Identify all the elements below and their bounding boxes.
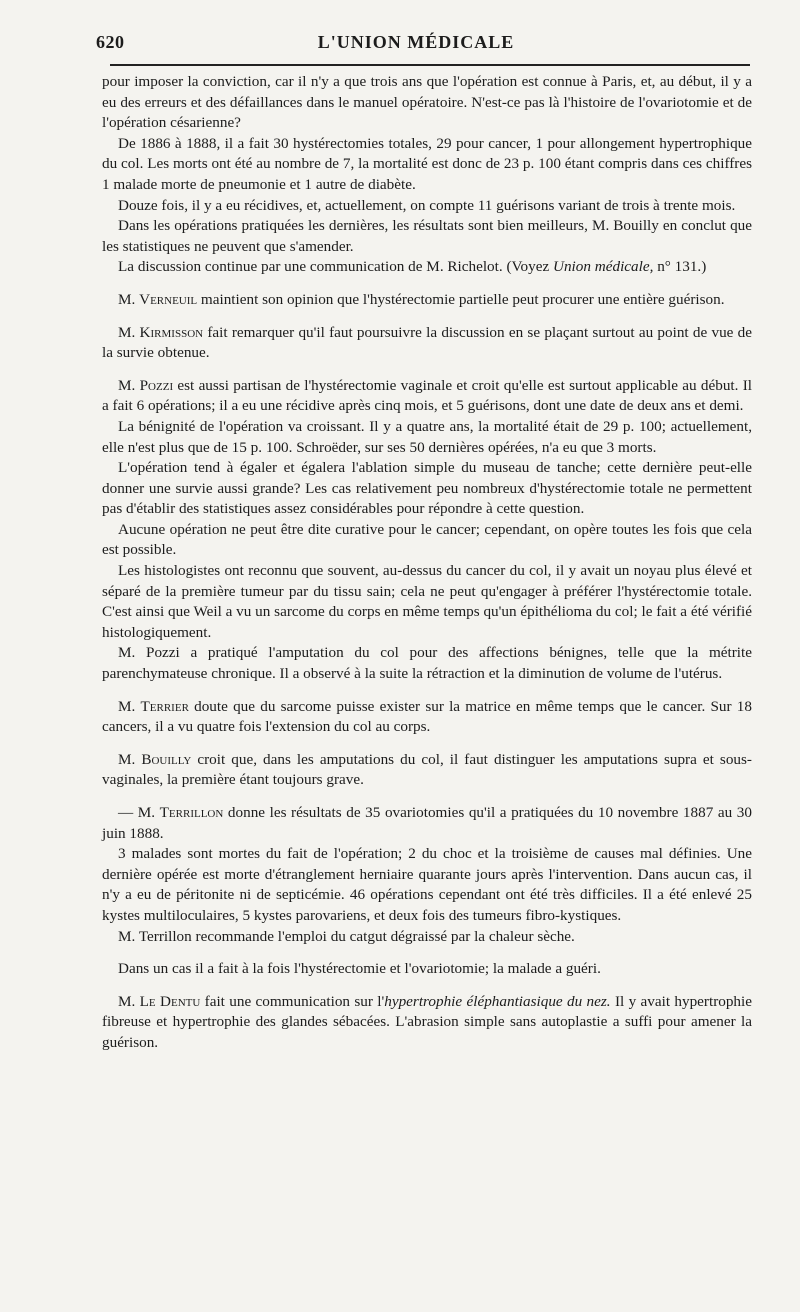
speaker-name: Le Dentu: [139, 992, 201, 1010]
paragraph: M. Kirmisson fait remarquer qu'il faut poursuivre la discussion en se plaçant surtout au point de vue de la survie obtenue.: [102, 323, 752, 362]
paragraph: Aucune opération ne peut être dite curative pour le cancer; cependant, on opère toutes les fois que cela est possible.: [102, 520, 752, 559]
paragraph: M. Bouilly croit que, dans les amputations du col, il faut distinguer les amputations supra et sous-vaginales, la première étant toujours grave.: [102, 750, 752, 789]
paragraph: L'opération tend à égaler et égalera l'ablation simple du museau de tanche; cette dernière peut-elle donner une survie aussi grande? Les cas relativement peu nombreux d'hystérectomie totale ne permettent pas d'établir des statistiques assez considérables pour répondre à cette question.: [102, 459, 752, 518]
paragraph: Dans les opérations pratiquées les dernières, les résultats sont bien meilleurs, M. Bouilly en conclut que les statistiques ne peuvent que s'amender.: [102, 217, 752, 255]
article-body: [102, 72, 752, 1054]
paragraph: M. Pozzi a pratiqué l'amputation du col pour des affections bénignes, telle que la métrite parenchymateuse chronique. Il a observé à la suite la rétraction et la diminution de volume de l'utérus.: [102, 644, 752, 683]
paragraph: La discussion continue par une communication de M. Richelot. (Voyez Union médicale, n° 131.): [118, 258, 707, 276]
journal-reference: Union médicale,: [553, 258, 654, 276]
paragraph: La bénignité de l'opération va croissant. Il y a quatre ans, la mortalité était de 29 p. 100; actuellement, elle n'est plus que de 15 p. 100. Schroëder, sur ses 50 dernières opérées, n'a eu que 3 morts.: [102, 417, 752, 456]
paragraph: Dans un cas il a fait à la fois l'hystérectomie et l'ovariotomie; la malade a guéri.: [118, 960, 601, 978]
speaker-name: Bouilly: [141, 750, 192, 768]
page-header: [78, 30, 754, 60]
journal-title: L'UNION MÉDICALE: [317, 32, 515, 52]
paragraph: — M. Terrillon donne les résultats de 35 ovariotomies qu'il a pratiquées du 10 novembre 1887 au 30 juin 1888.: [102, 804, 752, 842]
page-number: 620: [96, 32, 125, 52]
topic-title: hypertrophie éléphantiasique du nez.: [384, 992, 611, 1010]
speaker-name: Verneuil: [139, 290, 198, 308]
speaker-name: Terrillon: [159, 804, 224, 821]
paragraph: M. Verneuil maintient son opinion que l'hystérectomie partielle peut procurer une entière guérison.: [118, 290, 725, 308]
paragraph: pour imposer la conviction, car il n'y a que trois ans que l'opération est connue à Paris, et, au début, il y a eu des erreurs et des défaillances dans le manuel opératoire. N'est-ce pas là l'histoire de l'ovariotomie et de l'opération césarienne?: [102, 73, 752, 132]
paragraph: 3 malades sont mortes du fait de l'opération; 2 du choc et la troisième de causes mal définies. Une dernière opérée est morte d'étranglement herniaire quarante jours après l'intervention. Dans aucun cas, il n'y a eu de péritonite ni de septicémie. 46 opérations cependant ont été très difficiles. Il a été enlevé 25 kystes multiloculaires, 5 kystes parovariens, et deux fois des tumeurs fibro-kystiques.: [102, 845, 752, 924]
paragraph: Les histologistes ont reconnu que souvent, au-dessus du cancer du col, il y avait un noyau plus élevé et séparé de la première tumeur par du tissu sain; cela ne peut qu'engager à préférer l'hystérectomie totale. C'est ainsi que Weil a vu un sarcome du corps en même temps qu'un épithélioma du col; le fait a été vérifié histologiquement.: [102, 562, 752, 641]
paragraph: Douze fois, il y a eu récidives, et, actuellement, on compte 11 guérisons variant de trois à trente mois.: [118, 196, 736, 214]
speaker-name: Terrier: [140, 697, 189, 715]
paragraph: De 1886 à 1888, il a fait 30 hystérectomies totales, 29 pour cancer, 1 pour allongement hypertrophique du col. Les morts ont été au nombre de 7, la mortalité est donc de 23 p. 100 étant compris dans ces chiffres 1 malade morte de pneumonie et 1 autre de diabète.: [102, 134, 752, 193]
paragraph: M. Le Dentu fait une communication sur l'hypertrophie éléphantiasique du nez. Il y avait hypertrophie fibreuse et hypertrophie des glandes sébacées. L'abrasion simple sans autoplastie a suffi pour amener la guérison.: [102, 992, 752, 1051]
paragraph: M. Terrier doute que du sarcome puisse exister sur la matrice en même temps que le cancer. Sur 18 cancers, il a vu quatre fois l'extension du col au corps.: [102, 697, 752, 736]
speaker-name: Pozzi: [139, 376, 174, 394]
paragraph: M. Terrillon recommande l'emploi du catgut dégraissé par la chaleur sèche.: [118, 927, 575, 945]
paragraph: M. Pozzi est aussi partisan de l'hystérectomie vaginale et croit qu'elle est surtout applicable au début. Il a fait 6 opérations; il a eu une récidive après cinq mois, et 5 guérisons, dont une date de deux ans et demi.: [102, 376, 752, 415]
header-rule: [110, 64, 750, 66]
speaker-name: Kirmisson: [139, 323, 204, 341]
